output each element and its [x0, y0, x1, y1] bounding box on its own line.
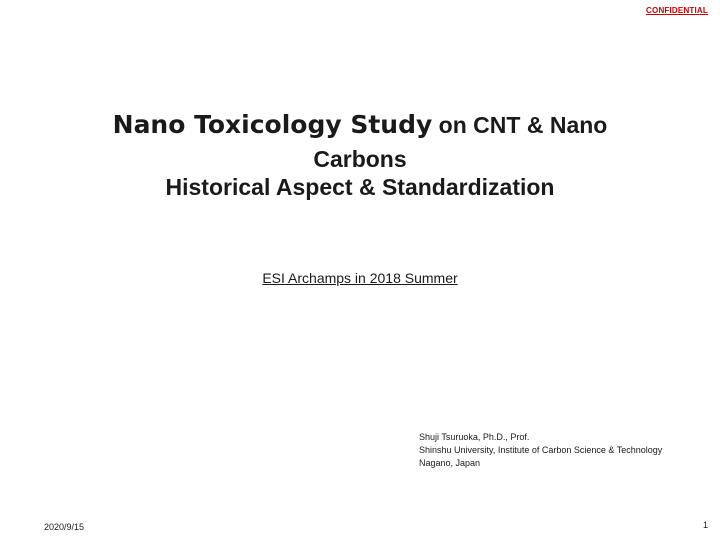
author-affiliation: Shinshu University, Institute of Carbon Science & Technology [419, 445, 663, 455]
slide-title [0, 104, 720, 201]
title-line-3: Historical Aspect & Standardization [165, 174, 555, 200]
footer-date: 2020/9/15 [44, 522, 85, 532]
title-line-1-part-1: Nano Toxicology Study [112, 110, 433, 139]
author-location: Nagano, Japan [419, 458, 481, 468]
title-line-1-part-2: on CNT & Nano [432, 112, 608, 138]
confidential-label: CONFIDENTIAL [646, 6, 708, 15]
title-line-2: Carbons [313, 146, 407, 172]
page-number: 1 [702, 520, 708, 530]
event-name: ESI Archamps in 2018 Summer [262, 270, 458, 286]
title-line-1 [0, 104, 720, 145]
author-block [419, 431, 662, 470]
author-name: Shuji Tsuruoka, Ph.D., Prof. [419, 432, 530, 442]
